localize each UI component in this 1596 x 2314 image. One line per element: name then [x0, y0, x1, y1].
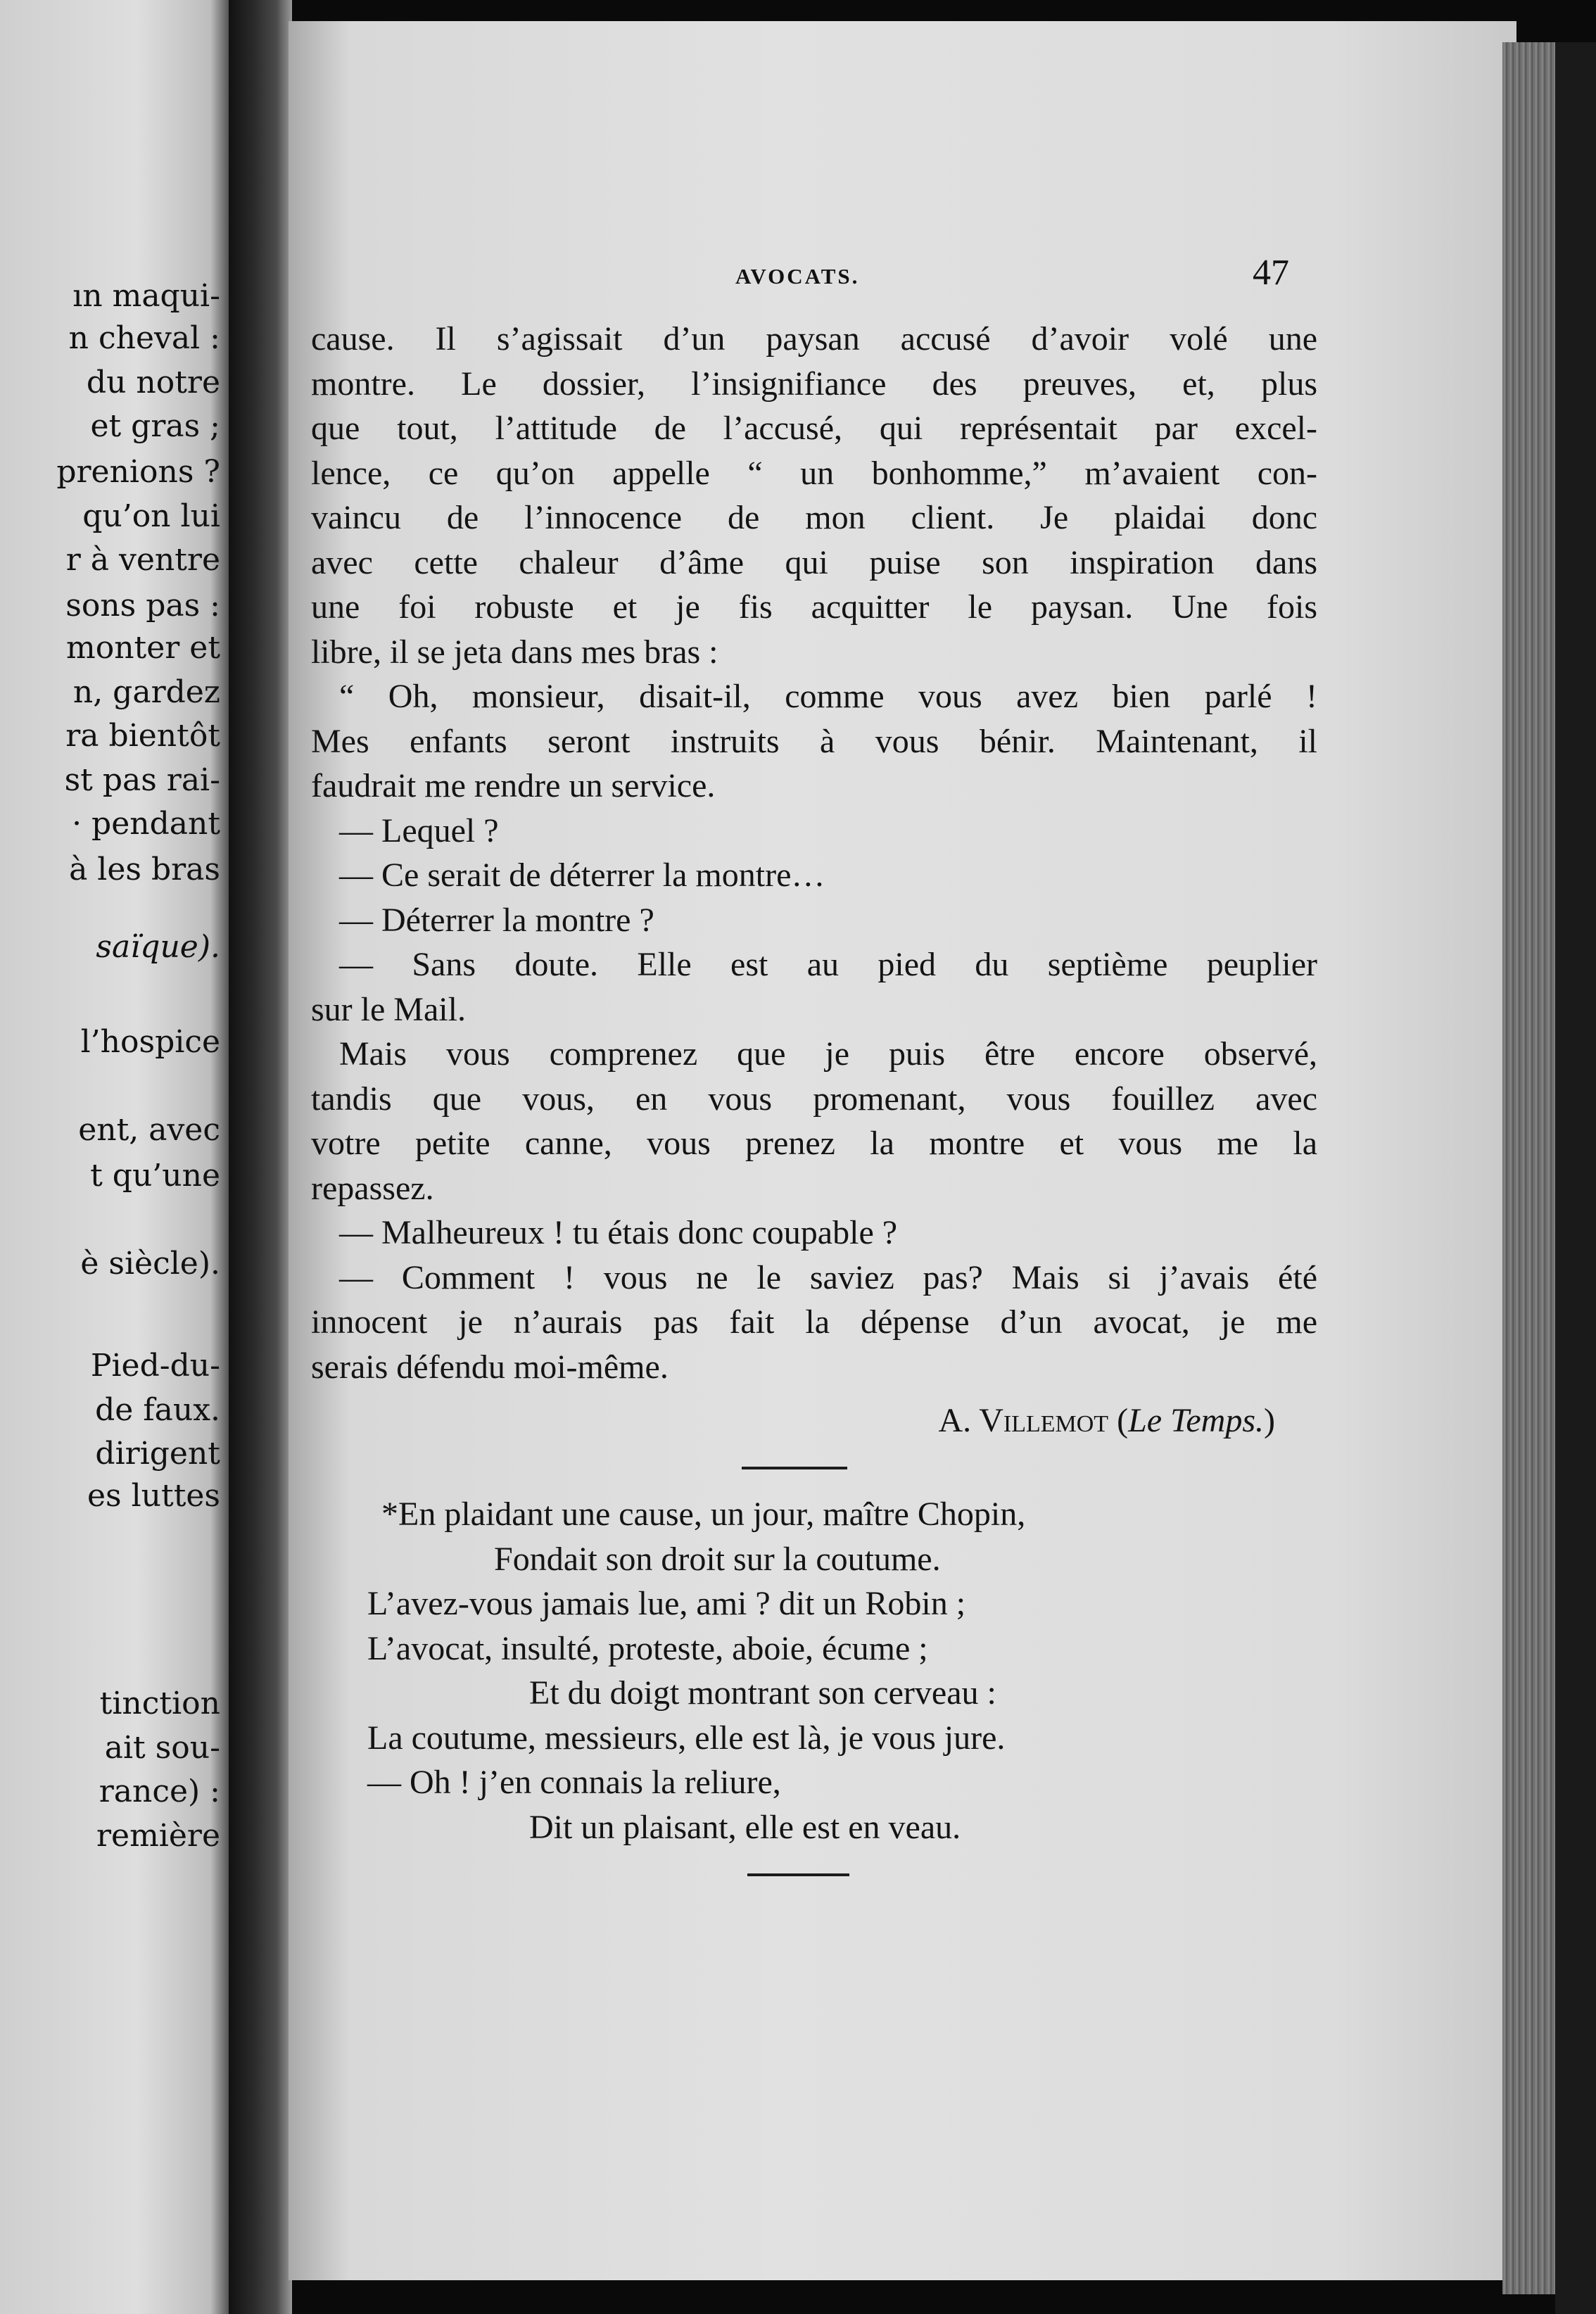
left-page-line: · pendant: [72, 806, 220, 842]
verse-line: *En plaidant une cause, un jour, maître Chopin,: [381, 1496, 1026, 1533]
prose-line: que tout, l’attitude de l’accusé, qui représentait par excel-: [311, 410, 1317, 447]
left-page-line: st pas rai-: [64, 762, 220, 798]
verse-line: — Oh ! j’en connais la reliure,: [367, 1764, 781, 1801]
section-rule: [742, 1467, 847, 1469]
attribution-open-paren: (: [1117, 1402, 1129, 1439]
left-page: [0, 0, 229, 2314]
left-page-line: n, gardez: [72, 674, 220, 710]
verse-line: La coutume, messieurs, elle est là, je vous jure.: [367, 1719, 1006, 1757]
left-page-line: saïque).: [96, 929, 220, 965]
left-page-line: tinction: [99, 1686, 220, 1721]
left-page-line: et gras ;: [90, 408, 220, 444]
left-page-line: l’hospice: [80, 1024, 220, 1060]
page-header: [289, 239, 1516, 296]
prose-line: — Sans doute. Elle est au pied du septième peuplier: [339, 946, 1317, 983]
prose-line: repassez.: [311, 1169, 434, 1207]
page-body: [311, 317, 1317, 1876]
book-gutter: [229, 0, 292, 2314]
prose-line: avec cette chaleur d’âme qui puise son inspiration dans: [311, 543, 1317, 581]
left-page-line: ın maqui-: [72, 278, 220, 314]
left-page-line: ra bientôt: [65, 718, 220, 754]
page-number: 47: [1253, 253, 1289, 293]
left-page-line: monter et: [65, 630, 220, 666]
prose-line: tandis que vous, en vous promenant, vous fouillez avec: [311, 1080, 1317, 1118]
left-page-line: r à ventre: [65, 542, 220, 578]
attribution-author: A. Villemot: [938, 1402, 1109, 1439]
left-page-line: ent, avec: [78, 1112, 220, 1148]
verse-line: Dit un plaisant, elle est en veau.: [529, 1808, 961, 1846]
left-page-line: du notre: [86, 365, 220, 400]
prose-line: — Ce serait de déterrer la montre…: [339, 856, 825, 894]
left-page-line: sons pas :: [65, 588, 220, 624]
prose-line: votre petite canne, vous prenez la montre et vous me la: [311, 1125, 1317, 1162]
prose-line: libre, il se jeta dans mes bras :: [311, 633, 718, 671]
end-rule: [747, 1873, 849, 1876]
left-page-line: de faux.: [95, 1392, 220, 1428]
left-page-line: ait sou-: [104, 1730, 220, 1766]
left-page-line: dirigent: [95, 1436, 220, 1472]
prose-line: serais défendu moi-même.: [311, 1348, 669, 1386]
left-page-line: prenions ?: [56, 454, 220, 490]
right-page: [289, 21, 1516, 2280]
prose-passage: [311, 317, 1317, 1389]
attribution: [311, 1396, 1317, 1446]
left-page-line: qu’on lui: [82, 498, 220, 534]
left-page-line: à les bras: [69, 852, 220, 887]
attribution-close-paren: ): [1264, 1402, 1275, 1439]
verse-epigram: [311, 1492, 1317, 1850]
verse-line: Fondait son droit sur la coutume.: [494, 1540, 941, 1578]
prose-line: cause. Il s’agissait d’un paysan accusé d’avoir volé une: [311, 320, 1317, 358]
attribution-source: Le Temps.: [1128, 1402, 1265, 1439]
prose-line: lence, ce qu’on appelle “ un bonhomme,” m’avaient con-: [311, 454, 1317, 492]
left-page-line: è siècle).: [80, 1246, 220, 1282]
left-page-line: n cheval :: [68, 320, 220, 356]
left-page-line: remière: [96, 1818, 220, 1854]
prose-line: “ Oh, monsieur, disait-il, comme vous avez bien parlé !: [339, 678, 1317, 715]
verse-line: L’avez-vous jamais lue, ami ? dit un Robin ;: [367, 1585, 966, 1622]
prose-line: Mais vous comprenez que je puis être encore observé,: [339, 1035, 1317, 1073]
prose-line: — Comment ! vous ne le saviez pas? Mais si j’avais été: [339, 1258, 1317, 1296]
verse-line: Et du doigt montrant son cerveau :: [529, 1674, 996, 1712]
prose-line: faudrait me rendre un service.: [311, 767, 716, 804]
prose-line: Mes enfants seront instruits à vous bénir. Maintenant, il: [311, 722, 1317, 760]
left-page-line: rance) :: [99, 1774, 220, 1809]
scan-border: [1555, 42, 1596, 2314]
prose-line: — Malheureux ! tu étais donc coupable ?: [339, 1214, 898, 1251]
verse-line: L’avocat, insulté, proteste, aboie, écume ;: [367, 1629, 928, 1667]
prose-line: — Lequel ?: [339, 811, 499, 849]
left-page-line: Pied-du-: [90, 1348, 220, 1384]
prose-line: montre. Le dossier, l’insignifiance des preuves, et, plus: [311, 365, 1317, 403]
left-page-line: t qu’une: [90, 1158, 220, 1194]
left-page-line: es luttes: [87, 1478, 220, 1514]
prose-line: une foi robuste et je fis acquitter le paysan. Une fois: [311, 588, 1317, 626]
prose-line: sur le Mail.: [311, 990, 466, 1028]
running-head: AVOCATS.: [735, 264, 860, 289]
prose-line: innocent je n’aurais pas fait la dépense d’un avocat, je me: [311, 1303, 1317, 1341]
prose-line: vaincu de l’innocence de mon client. Je plaidai donc: [311, 499, 1317, 536]
prose-line: — Déterrer la montre ?: [339, 901, 654, 939]
